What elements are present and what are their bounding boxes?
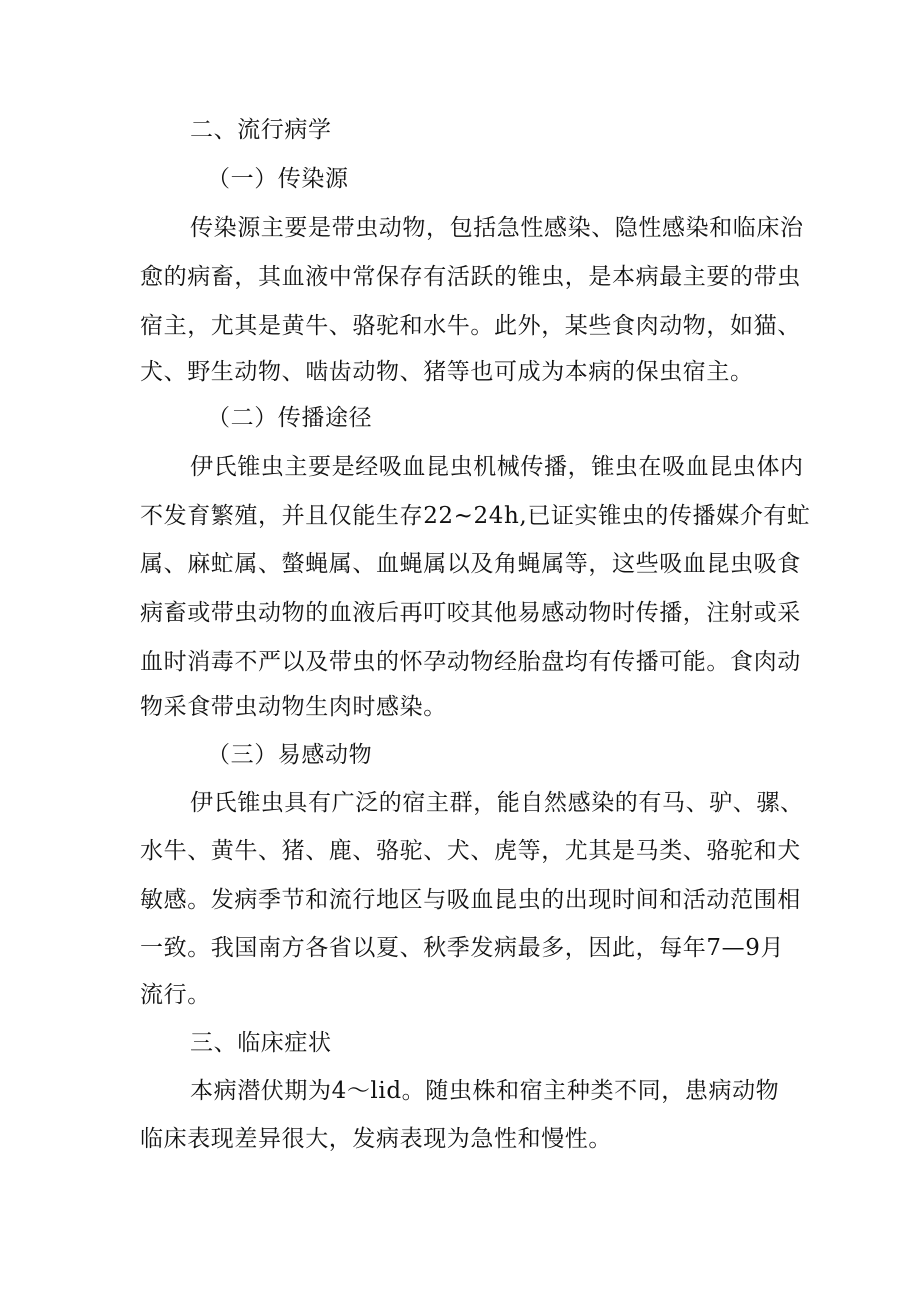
subheading-infection-source: （一）传染源 [207, 166, 349, 192]
section-heading-epidemiology: 二、流行病学 [190, 117, 332, 143]
paragraph-line: 传染源主要是带虫动物，包括急性感染、隐性感染和临床治 [190, 215, 804, 241]
paragraph-line: 本病潜伏期为4～lid。随虫株和宿主种类不同，患病动物 [190, 1078, 780, 1104]
paragraph-line: 水牛、黄牛、猪、鹿、骆驼、犬、虎等，尤其是马类、骆驼和犬 [140, 838, 801, 864]
paragraph-line: 不发育繁殖，并且仅能生存22~24h,已证实锥虫的传播媒介有虻 [140, 503, 811, 529]
paragraph-line: 物采食带虫动物生肉时感染。 [140, 694, 447, 720]
paragraph-line: 病畜或带虫动物的血液后再叮咬其他易感动物时传播，注射或采 [140, 600, 801, 626]
paragraph-line: 一致。我国南方各省以夏、秋季发病最多，因此，每年7—9月 [140, 935, 785, 961]
subheading-susceptible-animals: （三）易感动物 [207, 742, 373, 768]
paragraph-line: 流行。 [140, 982, 211, 1008]
paragraph-line: 血时消毒不严以及带虫的怀孕动物经胎盘均有传播可能。食肉动 [140, 649, 801, 675]
paragraph-line: 属、麻虻属、螫蝇属、血蝇属以及角蝇属等，这些吸血昆虫吸食 [140, 551, 801, 577]
paragraph-line: 伊氏锥虫主要是经吸血昆虫机械传播，锥虫在吸血昆虫体内 [190, 454, 804, 480]
paragraph-line: 宿主，尤其是黄牛、骆驼和水牛。此外，某些食肉动物，如猫、 [140, 313, 801, 339]
subheading-transmission-route: （二）传播途径 [207, 405, 373, 431]
paragraph-line: 敏感。发病季节和流行地区与吸血昆虫的出现时间和活动范围相 [140, 887, 801, 913]
paragraph-line: 伊氏锥虫具有广泛的宿主群，能自然感染的有马、驴、骡、 [190, 790, 804, 816]
paragraph-line: 临床表现差异很大，发病表现为急性和慢性。 [140, 1126, 612, 1152]
paragraph-line: 犬、野生动物、啮齿动物、猪等也可成为本病的保虫宿主。 [140, 359, 754, 385]
paragraph-line: 愈的病畜，其血液中常保存有活跃的锥虫，是本病最主要的带虫 [140, 264, 801, 290]
section-heading-clinical-symptoms: 三、临床症状 [190, 1030, 332, 1056]
